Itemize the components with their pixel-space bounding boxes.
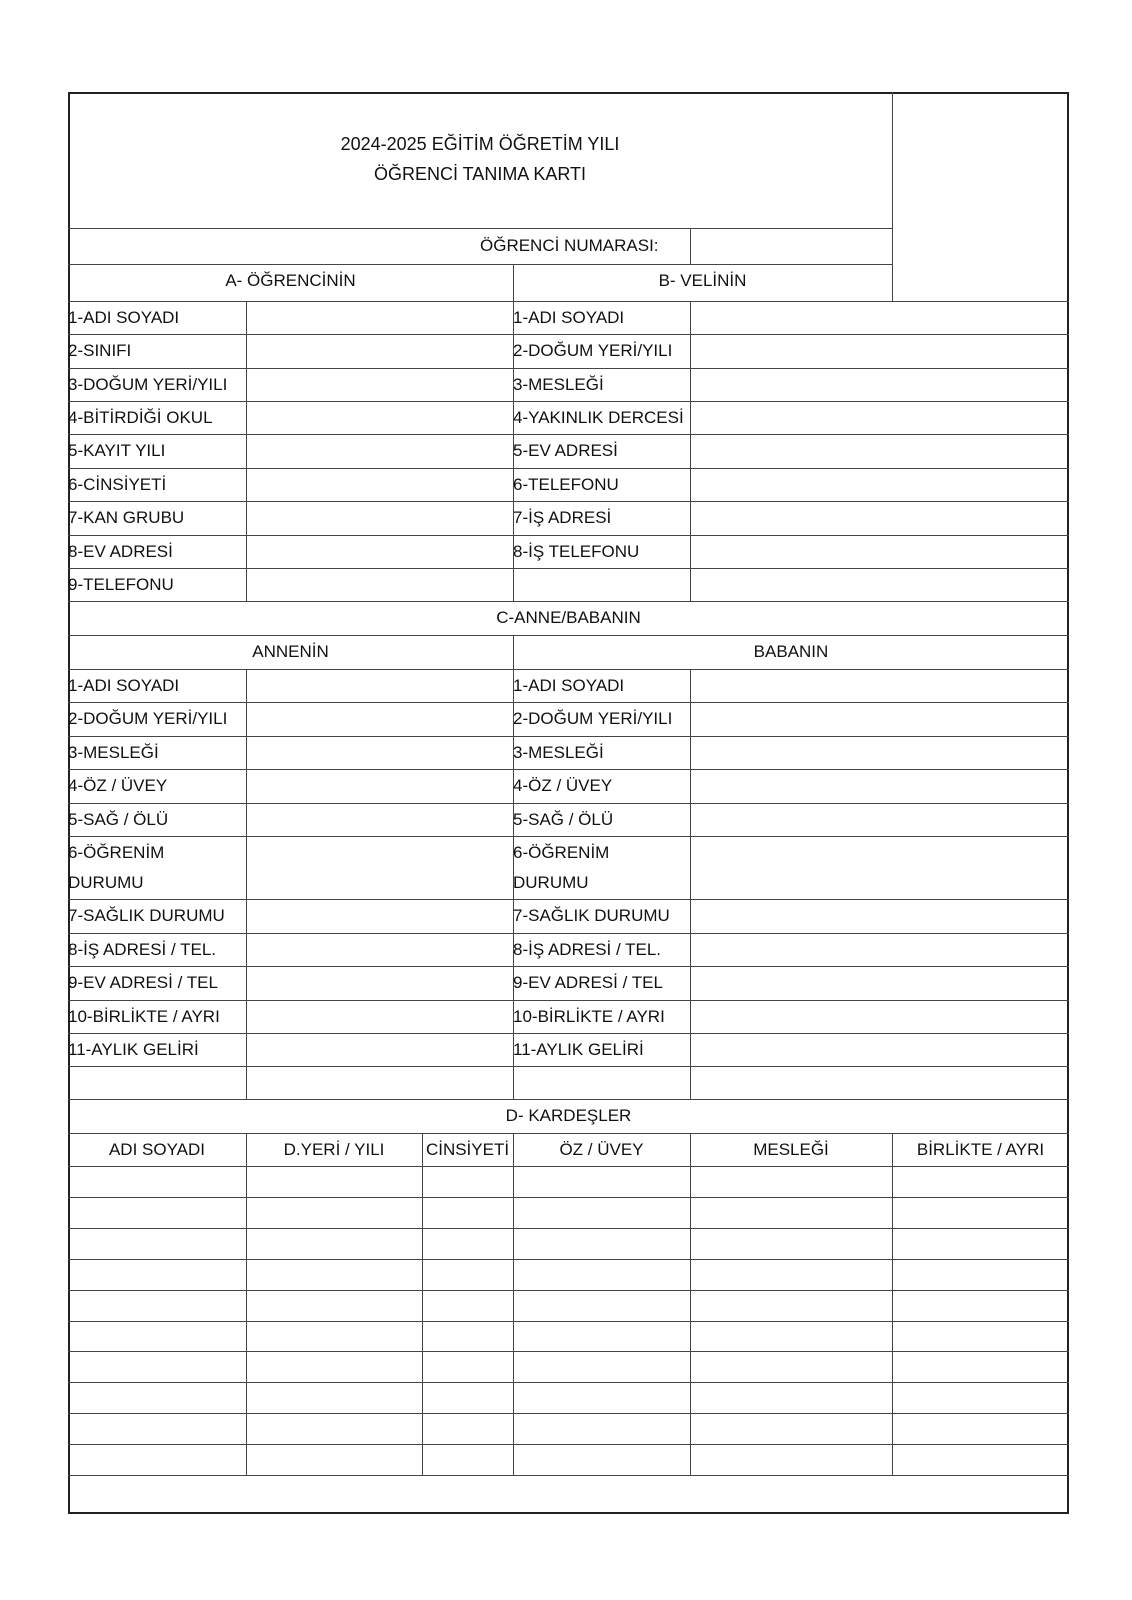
student-field-label: 6-CİNSİYETİ bbox=[68, 475, 167, 494]
parent-field-input[interactable] bbox=[691, 435, 1068, 467]
student-number-field[interactable] bbox=[691, 229, 891, 263]
father-field-label: 10-BİRLİKTE / AYRI bbox=[513, 1007, 665, 1026]
parent-field-input[interactable] bbox=[691, 302, 1068, 333]
student-field-input[interactable] bbox=[247, 502, 512, 534]
grid-line bbox=[246, 1133, 247, 1475]
student-field-label: 3-DOĞUM YERİ/YILI bbox=[68, 375, 228, 394]
mother-field-label: 5-SAĞ / ÖLÜ bbox=[68, 810, 169, 829]
sibling-cell[interactable] bbox=[423, 1229, 512, 1258]
parent-field-label: 3-MESLEĞİ bbox=[513, 375, 604, 394]
father-field-label: 4-ÖZ / ÜVEY bbox=[513, 776, 613, 795]
father-field-label: 5-SAĞ / ÖLÜ bbox=[513, 810, 614, 829]
sibling-cell[interactable] bbox=[69, 1167, 245, 1196]
grid-line bbox=[513, 1133, 514, 1475]
sibling-cell[interactable] bbox=[423, 1198, 512, 1227]
grid-line bbox=[68, 635, 1069, 636]
sibling-cell[interactable] bbox=[423, 1383, 512, 1412]
mother-field-label: 7-SAĞLIK DURUMU bbox=[68, 906, 225, 925]
sibling-cell[interactable] bbox=[514, 1445, 689, 1474]
parent-field-input[interactable] bbox=[691, 469, 1068, 500]
student-field-label: 7-KAN GRUBU bbox=[68, 508, 185, 527]
parent-field-input[interactable] bbox=[691, 536, 1068, 567]
sibling-cell[interactable] bbox=[423, 1414, 512, 1443]
sibling-cell[interactable] bbox=[514, 1291, 689, 1320]
sibling-cell[interactable] bbox=[247, 1414, 421, 1443]
parent-field-input[interactable] bbox=[691, 569, 1068, 600]
sibling-cell[interactable] bbox=[691, 1291, 891, 1320]
father-field-input[interactable] bbox=[691, 1001, 1068, 1032]
sibling-cell[interactable] bbox=[514, 1414, 689, 1443]
grid-line bbox=[690, 669, 691, 1099]
sibling-cell[interactable] bbox=[423, 1291, 512, 1320]
father-field-label: 11-AYLIK GELİRİ bbox=[513, 1040, 644, 1059]
student-field-input[interactable] bbox=[247, 335, 512, 367]
sibling-cell[interactable] bbox=[893, 1322, 1068, 1350]
student-field-input[interactable] bbox=[247, 469, 512, 500]
sibling-cell[interactable] bbox=[514, 1260, 689, 1289]
sibling-birth-header: D.YERİ / YILI bbox=[283, 1140, 385, 1159]
father-field-input[interactable] bbox=[691, 837, 1068, 898]
grid-line bbox=[246, 301, 247, 601]
grid-line bbox=[68, 1475, 1069, 1476]
student-field-input[interactable] bbox=[247, 435, 512, 467]
sibling-cell[interactable] bbox=[514, 1229, 689, 1258]
father-field-label: 3-MESLEĞİ bbox=[513, 743, 604, 762]
section-b-title: B- VELİNİN bbox=[658, 271, 747, 290]
sibling-cell[interactable] bbox=[247, 1229, 421, 1258]
sibling-cell[interactable] bbox=[691, 1167, 891, 1196]
parent-field-label: 5-EV ADRESİ bbox=[513, 441, 618, 460]
student-field-label: 1-ADI SOYADI bbox=[68, 308, 180, 327]
section-d-title: D- KARDEŞLER bbox=[505, 1106, 632, 1125]
sibling-cell[interactable] bbox=[247, 1322, 421, 1350]
father-field-label: 6-ÖĞRENİM bbox=[513, 843, 610, 862]
sibling-cell[interactable] bbox=[69, 1229, 245, 1258]
sibling-cell[interactable] bbox=[247, 1291, 421, 1320]
father-field-label: 2-DOĞUM YERİ/YILI bbox=[513, 709, 673, 728]
sibling-cell[interactable] bbox=[514, 1167, 689, 1196]
parent-field-label: 2-DOĞUM YERİ/YILI bbox=[513, 341, 673, 360]
sibling-cell[interactable] bbox=[247, 1198, 421, 1227]
grid-line bbox=[68, 1099, 1069, 1100]
sibling-cell[interactable] bbox=[893, 1229, 1068, 1258]
mother-field-input[interactable] bbox=[247, 934, 512, 965]
sibling-cell[interactable] bbox=[514, 1352, 689, 1381]
sibling-cell[interactable] bbox=[893, 1260, 1068, 1289]
father-field-input[interactable] bbox=[691, 670, 1068, 701]
father-field-label: 1-ADI SOYADI bbox=[513, 676, 625, 695]
student-field-label: 9-TELEFONU bbox=[68, 575, 174, 594]
sibling-cell[interactable] bbox=[691, 1229, 891, 1258]
student-field-label: 8-EV ADRESİ bbox=[68, 542, 173, 561]
mother-field-label: 6-ÖĞRENİM bbox=[68, 843, 165, 862]
father-field-input[interactable] bbox=[691, 804, 1068, 835]
sibling-cell[interactable] bbox=[893, 1383, 1068, 1412]
father-field-input[interactable] bbox=[691, 967, 1068, 999]
father-field-label: DURUMU bbox=[513, 873, 589, 892]
father-field-label: 8-İŞ ADRESİ / TEL. bbox=[513, 940, 662, 959]
grid-line bbox=[892, 92, 893, 301]
sibling-name-header: ADI SOYADI bbox=[108, 1140, 206, 1159]
mother-field-input[interactable] bbox=[247, 770, 512, 802]
sibling-cell[interactable] bbox=[691, 1322, 891, 1350]
father-field-label: 9-EV ADRESİ / TEL bbox=[513, 973, 663, 992]
student-field-label: 4-BİTİRDİĞİ OKUL bbox=[68, 408, 213, 427]
sibling-relation-header: ÖZ / ÜVEY bbox=[559, 1140, 644, 1159]
mother-field-label: 10-BİRLİKTE / AYRI bbox=[68, 1007, 220, 1026]
mother-field-label: 9-EV ADRESİ / TEL bbox=[68, 973, 218, 992]
student-field-label: 2-SINIFI bbox=[68, 341, 132, 360]
mother-field-label: DURUMU bbox=[68, 873, 144, 892]
mother-field-input[interactable] bbox=[247, 737, 512, 768]
father-field-input[interactable] bbox=[691, 934, 1068, 965]
sibling-cell[interactable] bbox=[69, 1383, 245, 1412]
mother-field-label: 8-İŞ ADRESİ / TEL. bbox=[68, 940, 217, 959]
mother-field-input[interactable] bbox=[247, 967, 512, 999]
mother-field-input[interactable] bbox=[247, 1034, 512, 1065]
sibling-job-header: MESLEĞİ bbox=[753, 1140, 829, 1159]
sibling-cell[interactable] bbox=[691, 1445, 891, 1474]
form-title: 2024-2025 EĞİTİM ÖĞRETİM YILI bbox=[340, 134, 620, 154]
mother-field-label: 11-AYLIK GELİRİ bbox=[68, 1040, 199, 1059]
parent-field-input[interactable] bbox=[691, 402, 1068, 433]
mother-field-input[interactable] bbox=[247, 900, 512, 932]
sibling-cell[interactable] bbox=[423, 1167, 512, 1196]
father-field-label: 7-SAĞLIK DURUMU bbox=[513, 906, 670, 925]
sibling-cell[interactable] bbox=[247, 1167, 421, 1196]
sibling-cell[interactable] bbox=[69, 1352, 245, 1381]
sibling-cell[interactable] bbox=[893, 1167, 1068, 1196]
grid-line bbox=[422, 1133, 423, 1475]
sibling-cell[interactable] bbox=[69, 1260, 245, 1289]
section-c-title: C-ANNE/BABANIN bbox=[496, 608, 641, 627]
grid-line bbox=[68, 264, 892, 265]
sibling-cell[interactable] bbox=[514, 1322, 689, 1350]
grid-line bbox=[690, 1133, 691, 1475]
grid-line bbox=[690, 301, 691, 601]
parent-field-input[interactable] bbox=[691, 369, 1068, 400]
sibling-cell[interactable] bbox=[423, 1260, 512, 1289]
father-field-input[interactable] bbox=[691, 1067, 1068, 1098]
mother-field-input[interactable] bbox=[247, 837, 512, 898]
student-number-label: ÖĞRENCİ NUMARASI: bbox=[480, 236, 659, 255]
sibling-cell[interactable] bbox=[247, 1260, 421, 1289]
sibling-cell[interactable] bbox=[691, 1414, 891, 1443]
mother-field-input[interactable] bbox=[247, 703, 512, 735]
sibling-cell[interactable] bbox=[247, 1352, 421, 1381]
sibling-cell[interactable] bbox=[514, 1383, 689, 1412]
father-title: BABANIN bbox=[753, 642, 829, 661]
father-field-input[interactable] bbox=[691, 900, 1068, 932]
sibling-cell[interactable] bbox=[423, 1445, 512, 1474]
mother-field-label: 1-ADI SOYADI bbox=[68, 676, 180, 695]
grid-line bbox=[513, 635, 514, 1099]
father-field-input[interactable] bbox=[691, 1034, 1068, 1065]
student-field-input[interactable] bbox=[247, 536, 512, 567]
sibling-cell[interactable] bbox=[69, 1198, 245, 1227]
sibling-cell[interactable] bbox=[691, 1352, 891, 1381]
sibling-cell[interactable] bbox=[423, 1322, 512, 1350]
grid-line bbox=[892, 1133, 893, 1475]
mother-field-label: 4-ÖZ / ÜVEY bbox=[68, 776, 168, 795]
mother-field-input[interactable] bbox=[247, 1067, 512, 1098]
father-field-input[interactable] bbox=[691, 703, 1068, 735]
sibling-cell[interactable] bbox=[69, 1322, 245, 1350]
sibling-gender-header: CİNSİYETİ bbox=[425, 1140, 510, 1159]
student-field-input[interactable] bbox=[247, 369, 512, 400]
sibling-cell[interactable] bbox=[423, 1352, 512, 1381]
student-field-input[interactable] bbox=[247, 302, 512, 333]
sibling-together-header: BİRLİKTE / AYRI bbox=[916, 1140, 1045, 1159]
grid-line bbox=[246, 669, 247, 1099]
mother-field-input[interactable] bbox=[247, 1001, 512, 1032]
student-field-input[interactable] bbox=[247, 569, 512, 600]
parent-field-label: 6-TELEFONU bbox=[513, 475, 619, 494]
mother-title: ANNENİN bbox=[252, 642, 329, 661]
sibling-cell[interactable] bbox=[691, 1260, 891, 1289]
student-field-label: 5-KAYIT YILI bbox=[68, 441, 166, 460]
father-field-input[interactable] bbox=[691, 770, 1068, 802]
sibling-cell[interactable] bbox=[893, 1445, 1068, 1474]
parent-field-label: 7-İŞ ADRESİ bbox=[513, 508, 612, 527]
sibling-cell[interactable] bbox=[893, 1198, 1068, 1227]
section-a-title: A- ÖĞRENCİNİN bbox=[225, 271, 356, 290]
sibling-cell[interactable] bbox=[893, 1414, 1068, 1443]
sibling-cell[interactable] bbox=[69, 1445, 245, 1474]
sibling-cell[interactable] bbox=[893, 1291, 1068, 1320]
sibling-cell[interactable] bbox=[69, 1414, 245, 1443]
parent-field-label: 8-İŞ TELEFONU bbox=[513, 542, 640, 561]
mother-field-label: 3-MESLEĞİ bbox=[68, 743, 159, 762]
student-field-input[interactable] bbox=[247, 402, 512, 433]
grid-line bbox=[68, 601, 1069, 602]
parent-field-label: 4-YAKINLIK DERCESİ bbox=[513, 408, 684, 427]
mother-field-input[interactable] bbox=[247, 670, 512, 701]
mother-field-label: 2-DOĞUM YERİ/YILI bbox=[68, 709, 228, 728]
parent-field-label: 1-ADI SOYADI bbox=[513, 308, 625, 327]
parent-field-input[interactable] bbox=[691, 335, 1068, 367]
sibling-cell[interactable] bbox=[893, 1352, 1068, 1381]
sibling-cell[interactable] bbox=[247, 1445, 421, 1474]
mother-field-input[interactable] bbox=[247, 804, 512, 835]
parent-field-input[interactable] bbox=[691, 502, 1068, 534]
father-field-input[interactable] bbox=[691, 737, 1068, 768]
form-subtitle: ÖĞRENCİ TANIMA KARTI bbox=[373, 164, 587, 184]
sibling-cell[interactable] bbox=[514, 1198, 689, 1227]
sibling-cell[interactable] bbox=[691, 1198, 891, 1227]
sibling-cell[interactable] bbox=[691, 1383, 891, 1412]
sibling-cell[interactable] bbox=[69, 1291, 245, 1320]
grid-line bbox=[68, 1133, 1069, 1134]
sibling-cell[interactable] bbox=[247, 1383, 421, 1412]
